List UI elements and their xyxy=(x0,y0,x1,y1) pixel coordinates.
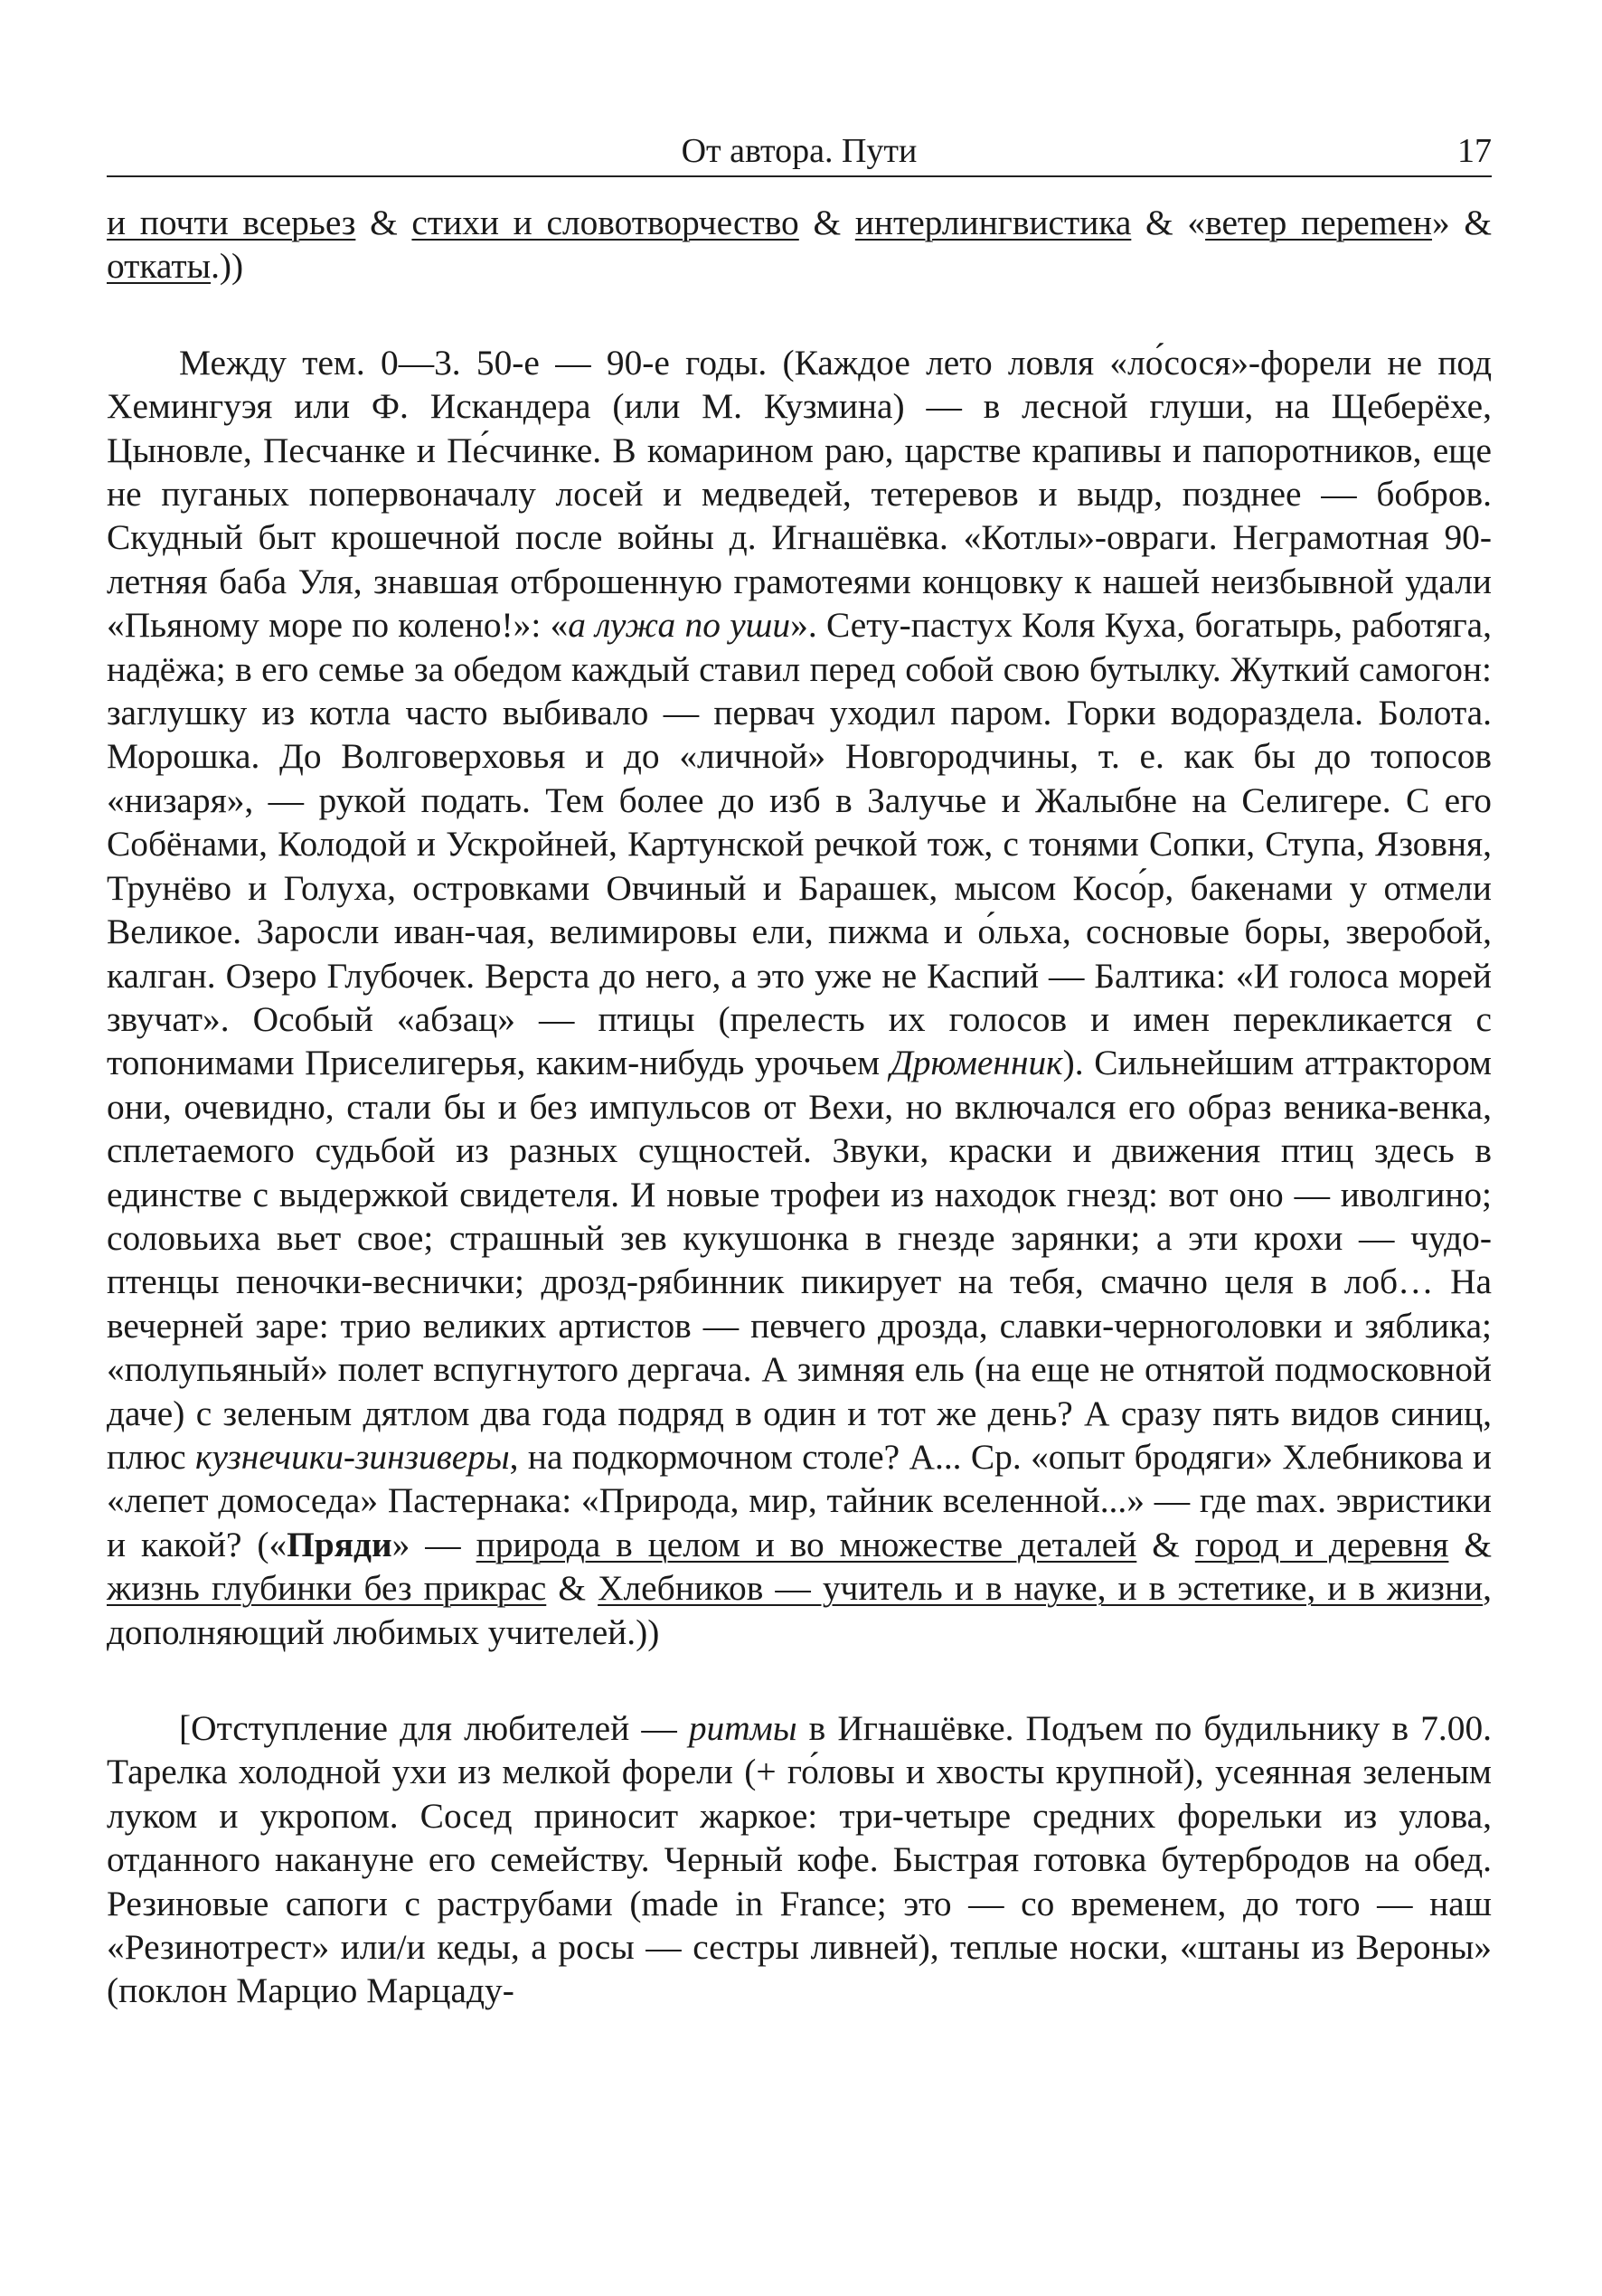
underlined-phrase: и почти всерьез xyxy=(107,203,356,242)
text-run: , на подкормочном столе? А... Ср. «опыт бродяги» Хлебникова и «лепет домоседа» Пастернака: «Природа, мир, тайник вселенной...» — где max. эвристики и какой? (« xyxy=(107,1436,1493,1564)
text-run: & « xyxy=(1131,203,1206,242)
italic-phrase: кузнечики-зинзиверы xyxy=(195,1436,510,1477)
text-run: & xyxy=(1136,1524,1195,1564)
running-title: От автора. Пути xyxy=(681,132,918,170)
text-run: , дополняющий любимых учителей.)) xyxy=(107,1568,1493,1652)
text-run: & xyxy=(1448,1524,1492,1564)
italic-phrase: ритмы xyxy=(688,1708,797,1748)
text-run: ). Сильнейшим аттрактором они, очевидно, стали бы и без импульсов от Вехи, но включался его образ веника-венка, сплетаемого судьбой из разных сущностей. Звуки, краски и движения птиц здесь в единстве с выдержкой свидетеля. И новые трофеи из находок гнезд: вот оно — иволгино; соловьиха вьет свое; страшный зев кукушонка в гнезде зарянки; а эти крохи — чудо-птенцы пеночки-веснички; дрозд-рябинник пикирует на тебя, смачно целя в лоб… На вечерней заре: трио великих артистов — певчего дрозда, славки-черноголовки и зяблика; «полупьяный» полет вспугнутого дергача. А зимняя ель (на еще не отнятой подмосковной даче) с зеленым дятлом два года подряд в один и тот же день? А сразу пять видов синиц, плюс xyxy=(107,1043,1492,1477)
underlined-phrase: стихи и словотворчество xyxy=(411,203,799,242)
text-run: » — xyxy=(391,1524,476,1564)
text-run: & xyxy=(798,203,855,242)
running-head xyxy=(107,127,1492,177)
text-run: & xyxy=(546,1568,598,1609)
underlined-phrase: Хлебников — учитель и в науке, и в эстетике, и в жизни xyxy=(598,1568,1484,1609)
text-run: Между тем. 0—3. 50-е — 90-е годы. (Каждое лето ловля «ло́сося»-форели не под Хемингуэя или Ф. Искандера (или М. Кузмина) — в лесной глуши, на Щеберёхе, Цыновле, Песчанке и Пе́счинке. В комарином раю, царстве крапивы и папоротников, еще не пуганых попервоначалу лосей и медведей, тетеревов и выдр, позднее — бобров. Скудный быт крошечной после войны д. Игнашёвка. «Котлы»-овраги. Неграмотная 90-летняя баба Уля, знавшая отброшенную грамотеями концовку к нашей неизбывной удали «Пьяному море по колено!»: « xyxy=(107,342,1492,646)
underlined-phrase: жизнь глубинки без прикрас xyxy=(107,1568,547,1609)
text-run: » & xyxy=(1431,203,1493,242)
page-number: 17 xyxy=(1457,132,1492,170)
paragraph-digression xyxy=(107,1706,1492,2013)
underlined-phrase: откаты xyxy=(107,246,212,287)
text-run: в Игнашёвке. Подъем по будильнику в 7.00. Тарелка холодной ухи из мелкой форели (+ го́ловы и хвосты крупной), усеянная зеленым луком и укропом. Сосед приносит жаркое: три-четыре средних форельки из улова, отданного накануне его семейству. Черный кофе. Быстрая готовка бутербродов на обед. Резиновые сапоги с раструбами (made in France; это — со временем, до того — наш «Резинотрест» или/и кеды, а росы — сестры ливней), теплые носки, «штаны из Вероны» (поклон Марцио Марцаду- xyxy=(107,1708,1492,2011)
underlined-phrase: город и деревня xyxy=(1194,1524,1449,1564)
underlined-phrase: природа в целом и во множестве деталей xyxy=(476,1524,1137,1564)
text-run: .)) xyxy=(211,246,244,287)
text-run: & xyxy=(355,203,412,242)
underlined-phrase: интерлингвистика xyxy=(854,203,1132,242)
text-run: ». Сету-пастух Коля Куха, богатырь, работяга, надёжа; в его семье за обедом каждый ставил перед собой свою бутылку. Жуткий самогон: заглушку из котла часто выбивало — первач уходил паром. Горки водораздела. Болота. Морошка. До Волговерховья и до «личной» Новгородчины, т. е. как бы до топосов «низаря», — рукой подать. Тем более до изб в Залучье и Жалыбне на Селигере. С его Собёнами, Колодой и Ускройней, Картунской речкой тож, с тонями Сопки, Ступа, Язовня, Трунёво и Голуха, островками Овчиный и Барашек, мысом Косо́р, бакенами у отмели Великое. Заросли иван-чая, велимировы ели, пижма и о́льха, сосновые боры, зверобой, калган. Озеро Глубочек. Верста до него, а это уже не Каспий — Балтика: «И голоса морей звучат». Особый «абзац» — птицы (прелесть их голосов и имен перекликается с топонимами Приселигерья, каким-нибудь урочьем xyxy=(107,605,1492,1083)
body-text xyxy=(107,201,1492,2013)
bold-phrase: Пряди xyxy=(287,1524,392,1564)
text-run: [Отступление для любителей — xyxy=(179,1708,689,1748)
italic-phrase: Дрюменник xyxy=(890,1043,1063,1083)
paragraph-main xyxy=(107,341,1492,1654)
underlined-phrase: ветер переmен xyxy=(1205,203,1432,242)
italic-phrase: а лужа по уши xyxy=(568,605,791,646)
paragraph-continuation xyxy=(107,201,1492,288)
